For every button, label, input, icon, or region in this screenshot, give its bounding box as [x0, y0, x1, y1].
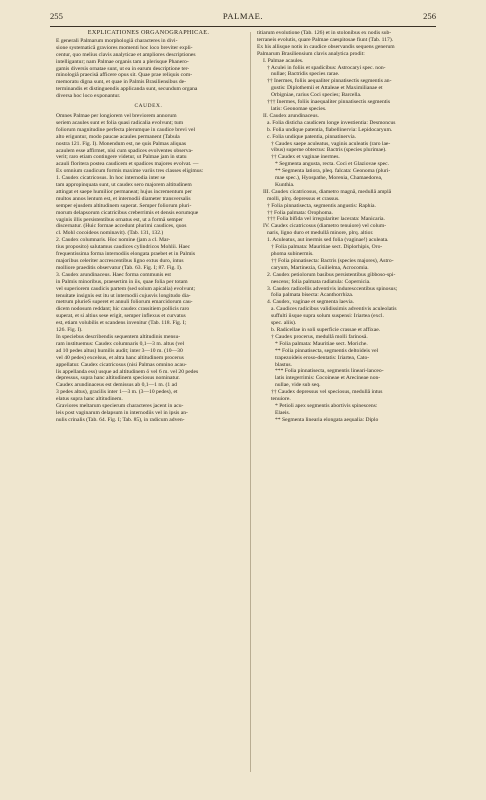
page-number-left: 255 [50, 11, 63, 21]
key-line: tenuiore. [271, 396, 291, 403]
key-line: III. Caudex cicatricosus, diametro magnâ, medullâ amplâ [263, 188, 392, 195]
text-line: minologiâ praecisâ afficere opus sit. Quae prae reliquis com- [56, 72, 193, 79]
text-line: centur, quo melius clavis analyticae et ampliores descriptiones [56, 51, 196, 58]
header-rule [50, 26, 436, 27]
text-line: E generali Palmarum morphologiâ characteres in divi- [56, 37, 178, 44]
text-line: depressus, supra hanc altitudinem speciosus nominatur. [56, 375, 180, 382]
key-line: †† Caudex depressus vel speciosus, medullâ intus [271, 389, 383, 396]
key-line: † Caudex saepe aculeatus, vaginis aculeatis (raro lae- [271, 140, 391, 147]
key-line: 4. Caudex, vaginae et segmenta laevia. [267, 299, 354, 306]
text-line: 2. Caudex columnaris. Hoc nomine (jam a cl. Mar- [56, 237, 171, 244]
key-line: suffulti iisque supra solum suspensi: Iriartea (excl. [271, 313, 384, 320]
text-line: seriem acaules sunt et folia quasi radicalia evolvunt; tum [56, 119, 184, 126]
text-line: vaginis illis persistentibus ornatus est, ut a formā semper [56, 216, 183, 223]
key-line: Elaeis. [275, 409, 291, 416]
key-line: * Segmenta angusta, recta. Coci et Glaziovae spec. [275, 161, 390, 168]
key-line: ** Folia pinnatisecta, segmentis deltoideis vel [275, 347, 379, 354]
key-line: Palmarum Brasiliensium clavis analytica prodit: [257, 50, 365, 57]
text-line: nulis crinalis (Tab. 64. Fig. I; Tab. 85), in radicum adven- [56, 416, 185, 423]
key-line: phoma subinermis. [271, 251, 314, 257]
key-line: b. Radicellae in soli superficie crassae et affixae. [271, 326, 381, 333]
text-line: Ex omnium caudicum formis maxime variis tres classes eligimus: [56, 168, 204, 175]
key-line: † Folia palmata: Mauritiae sect. Diplorhipis, Oro- [271, 244, 383, 251]
key-line: b. Folia undique patentia, flabellinervia: Lepidocaryum. [267, 126, 393, 133]
key-line: mae spec.), Hyospathe, Morenia, Chamaedorea, [275, 175, 383, 182]
key-line: *** Folia pinnatisecta, segmentis lineari-lanceo- [275, 368, 384, 375]
text-line: elatus supra hanc altitudinem. [56, 396, 123, 403]
key-line: †† Caudex et vaginae inermes. [271, 154, 340, 161]
key-line: nullae; Bactridis species rarae. [271, 71, 340, 78]
key-line: † Aculei in foliis et spadicibus: Astrocaryi spec. non- [267, 64, 386, 71]
key-line: I. Palmae acaules. [263, 57, 304, 64]
text-line: lis appellanda ess) usque ad altitudinem ö vel 6 m. vel 20 pedes [56, 368, 199, 375]
key-line: nullae, vide sub seq. [275, 382, 321, 389]
text-line: In speciebus describendis sequentem altitudinis mensu- [56, 333, 181, 340]
key-line: II. Caudex arundinaceus. [263, 112, 319, 119]
text-line: superat, et si altius sese erigit, semper inflexus et curvatus [56, 313, 186, 320]
text-line: foliorum magnitudine perfecta plerumque in caudice brevi vel [56, 126, 196, 133]
key-line: † Folia pinnatisecta, segmentis angustis: Raphia. [267, 202, 376, 209]
key-line: spec. aliis). [271, 320, 297, 327]
key-line: 3. Caudex radicellis adventivis induresccentibus spinosus; [267, 285, 398, 292]
text-line: majoribus celeriter accrescentibus ligno extus duro, intus [56, 258, 184, 264]
text-line: molliore praeditis observatur (Tab. 63. Fig. I; 87. Fig. I). [56, 264, 183, 271]
key-line: caryum, Martinezia, Guilielma, Acrocomia. [271, 264, 369, 271]
text-line: semper ejusdem altitudinem superat. Semper foliorum pluri- [56, 202, 192, 209]
text-line: morum delapsorum cicatricibus creberrimis et densis eorumque [56, 209, 199, 216]
text-line: nostra 121. Fig. I). Monendum est, ne quis Palmas aliquas [56, 140, 187, 147]
key-line: Kunthia. [275, 181, 295, 188]
key-line: ††† Folia bifida vel irregulariter lacerata: Manicaria. [267, 216, 385, 223]
key-line: vibus) superne obtectus: Bactris (species plurimae). [271, 147, 387, 154]
text-line: 1. Caudex cicatricosus. In hoc internodia inter se [56, 175, 166, 182]
text-line: alto eriguntur, modo paucae acaules permanent (Tabula [56, 133, 180, 140]
caudex-text [56, 113, 241, 424]
section-heading: EXPLICATIONES ORGANOGRAPHICAE. [87, 29, 210, 36]
key-line: 1. Aculeatus, aut inermis sed folia (vaginae!) aculeata. [267, 237, 389, 244]
key-line: molli, plrq. depressus et crassus. [267, 195, 340, 202]
key-line: latis: Geonomae species. [271, 105, 327, 112]
key-line: * Folia palmata: Mauritiae sect. Moriche. [275, 340, 368, 347]
key-line: titiarum evolutione (Tab. 126) et in stolonibus ex nodis sub- [257, 30, 392, 36]
text-line: Caudex arundinaceus est demissus ab 0,1—1 m. (1 ad [56, 382, 177, 389]
key-line: a. Caudices radicibus validissimis adventivis aculeolatis [271, 306, 397, 313]
text-line: gamis diversis ornatae sunt, ut ea in earum descriptione ter- [56, 65, 190, 72]
text-line: verit; raro etiam contingere videtur, ut Palmae jam in statu [56, 154, 187, 161]
key-line: a. Folia disticha caudicem longe investientia: Desmoncus [267, 119, 396, 126]
subsection-heading: CAUDEX. [134, 103, 163, 110]
text-line: leis post vaginarum delapsum in internodiis vel in ipsis an- [56, 409, 188, 416]
key-line: 2. Caudex petiolorum basibus persistentibus gibboso-spi- [267, 271, 396, 278]
right-column [257, 30, 439, 424]
key-line: †† Inermes, foliis aequaliter pinnatisectis segmentis an- [267, 78, 392, 85]
column-separator [250, 32, 251, 772]
key-line: * Petioli apex segmentis abortivis spinescens: [275, 402, 378, 409]
text-line: attingat et saepe humilior permaneat; hujus incrementum per [56, 188, 192, 195]
key-line: IV. Caudex cicatricosus (diametro tenuiore) vel colum- [263, 223, 387, 230]
text-line: discernatur. (Huic formae accedunt plurimi caudices, quos [56, 223, 187, 230]
key-line: gustis: Diplothemii et Attaleae et Maximilianae et [271, 85, 383, 92]
key-line: blastus. [275, 361, 292, 368]
key-line: ** Segmenta linearia elongata aequalia: Diplo [275, 416, 379, 423]
key-line: Orbigniae, rarius Coci species; Barcella. [271, 92, 362, 99]
key-line: terraneis evolutis, quare Palmae caespitosae fiunt (Tab. 117). [257, 36, 394, 43]
text-line: terminandis et distinguendis applicanda sunt, secundum organa [56, 86, 198, 93]
text-line: metrum plurieS superet et annuli foliorum emarcidorum cau- [56, 299, 193, 306]
text-line: tenuitate insignis est itu ut internodii cujusvis longitudo dia- [56, 292, 191, 299]
text-line: tius proposito) salutamus caudices cylindricos Mohlii. Haec [56, 244, 191, 251]
running-title: PALMAE. [222, 11, 264, 21]
key-line: folia palmata bisecta: Acanthorrhiza. [271, 292, 354, 299]
text-line: 126. Fig. I). [56, 327, 83, 334]
text-line: intelligantur; nam Palmae organis tam a plerisque Phanero- [56, 58, 189, 65]
key-line: ††† Inermes, foliis inaequaliter pinnatisectis segmentis [267, 99, 391, 106]
key-line: †† Folia palmata: Orophoma. [267, 209, 333, 216]
running-header [50, 11, 436, 25]
key-line: ** Segmenta latiora, pleq. falcata: Geonoma (pluri- [275, 168, 391, 175]
text-line: vel superiorem caudicis partem (sed solum apicalia) evolvunt; [56, 285, 196, 292]
text-line: 3 pedes altus), gracilis inter 1—3 m. (3—10 pedes), et [56, 389, 178, 396]
text-line: ram instituemus: Caudex columnaris 0,1—3 m. altus (vel [56, 340, 185, 347]
key-line: c. Folia undique patentia, pinnatinervia. [267, 133, 357, 140]
text-line: tam appropinquata sunt, ut caudex sero majorem altitudinem [56, 182, 192, 189]
key-line: Ex his allisque notis in caudice observandis sequens generum [257, 43, 395, 50]
key-line: latis integerrimis: Cocoineae et Arecineae non- [275, 375, 381, 382]
text-line: multos annos lentum est, et internodii diameter transversalis [56, 195, 191, 202]
key-line: trapezoideis eroso-dentatis: Iriartea, Cato- [275, 354, 370, 361]
text-line: memoratu digna sunt, et quae in Palmis Brasiliensibus de- [56, 79, 187, 86]
text-line: appellatur. Caudex cicatricosus (nisi Palmas omnino acau- [56, 361, 187, 368]
text-line: ad 10 pedes altus) humilis audit; inter 3—10 m. (10—30 [56, 347, 183, 354]
key-line: naris, ligno duro et medullâ minore, plrq. altior. [267, 230, 374, 237]
key-line: †† Folia pinnatisecta: Bactris (species majores), Astro- [271, 257, 394, 264]
text-line: sione systematicâ graviores momenti hoc loco breviter expli- [56, 44, 193, 51]
key-line: † Caudex procerus, medullâ molli farinosâ. [271, 333, 368, 340]
text-line: diversa hoc loco exponantur. [56, 93, 121, 100]
text-line: acaulem esse affirmet, nisi cum spadices evolventes observa- [56, 147, 193, 154]
left-column [56, 30, 241, 424]
text-line: 3. Caudex arundinaceus. Haec forma communis est [56, 271, 171, 278]
text-line: vel 40 pedes) excelsus, et altra hanc altitudinem procerus [56, 354, 184, 361]
text-line: frequentissima forma internodiis elongata praebet et in Palmis [56, 251, 196, 258]
text-line: dicem nodosum reddant; hic caudex crassitiem pollicis raro [56, 306, 190, 313]
text-line: in Palmis minoribus, praesertim in iis, quae folia per totam [56, 278, 188, 285]
page-number-right: 256 [423, 11, 436, 21]
text-line: acauli floritera postea caudicem et spadices majores evolvat. — [56, 161, 199, 168]
text-line: Omnes Palmae per longiorem vel breviorem annorum [56, 112, 177, 119]
key-line: nescens; folia palmata radiatula: Copernicia. [271, 278, 371, 285]
text-line: est, etiam volubilis et scandens invenitur (Tab. 118. Fig. I; [56, 320, 187, 327]
intro-paragraph [56, 38, 241, 100]
text-line: Graviores meltarum specierum characteres jacent in acu- [56, 403, 184, 410]
text-line: cl. Mohl cocoideos nominavit). (Tab. 131, 132.) [56, 230, 164, 237]
